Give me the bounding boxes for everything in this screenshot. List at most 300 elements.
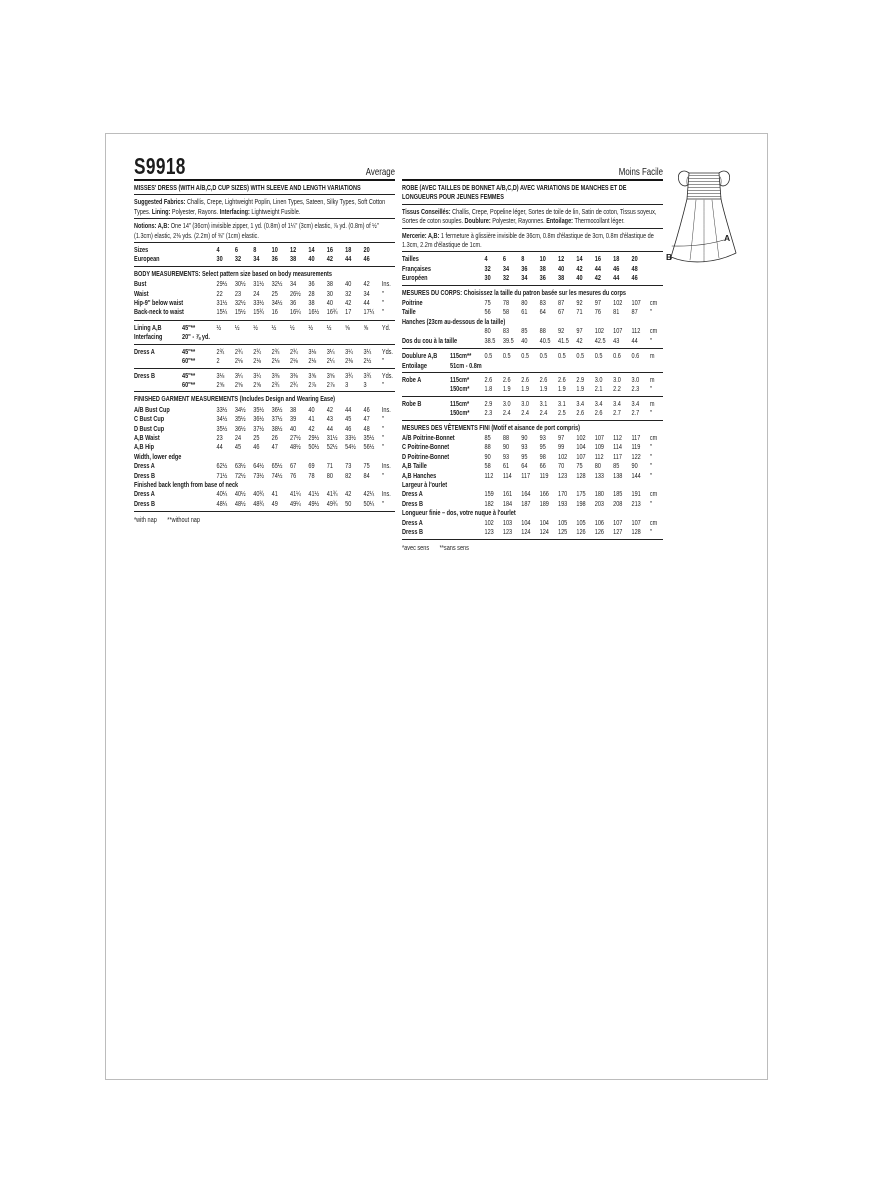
cell: 75 — [363, 461, 370, 471]
fabrics-text: Challis, Crepe, Lightweight Poplin, Linen Types, Sateen, Silky Types, Soft Cotton Types. — [134, 197, 386, 216]
table-row — [134, 380, 395, 389]
cell: Ins. — [381, 461, 391, 471]
cell: 0.6 — [631, 351, 640, 361]
cell: 123 — [558, 470, 568, 480]
cell: 8 — [253, 245, 257, 255]
cell: Dress A — [134, 346, 155, 356]
cell: 2.9 — [576, 374, 585, 384]
cell: ½ — [326, 322, 332, 332]
cell: ″ — [649, 498, 652, 508]
cell: 44 — [345, 254, 352, 264]
notions-text: One 14" (36cm) invisible zipper, 1 yd. (0.8m) of 1¼" (3cm) elastic, ⅞ yd. (0.8m) of ½" (1.3cm) elastic, 2⅜ yds. (2.2m) of ⅜" (1cm) elastic. — [134, 221, 379, 240]
cell: 123 — [502, 527, 513, 536]
notions-label: Notions: A,B: — [134, 221, 170, 231]
cell: 73½ — [253, 470, 265, 480]
cell: 16 — [594, 254, 601, 264]
cell: 40 — [521, 335, 528, 345]
cell: ½ — [271, 322, 277, 332]
english-column — [134, 154, 395, 525]
cell: 31½ — [253, 279, 265, 289]
cell: 32½ — [234, 298, 246, 308]
cell: 34 — [363, 288, 370, 298]
cell: 107 — [631, 298, 641, 308]
cell: 93 — [521, 442, 528, 452]
cell: 117 — [631, 432, 641, 442]
cell: 56½ — [363, 442, 375, 452]
cell: ″ — [649, 384, 652, 394]
body-measurements-table — [134, 279, 395, 317]
english-title: MISSES' DRESS (WITH A/B,C,D CUP SIZES) WITH SLEEVE AND LENGTH VARIATIONS — [134, 183, 361, 192]
figure-label-b: B — [666, 252, 673, 262]
cell: 46 — [631, 273, 638, 283]
cell: 12 — [558, 254, 565, 264]
cell: ″ — [381, 423, 384, 433]
table-row — [134, 442, 395, 451]
divider — [402, 372, 663, 373]
cell: 2.1 — [594, 384, 603, 394]
cell: 3¼ — [253, 370, 261, 380]
body-measurements-header: BODY MEASUREMENTS: Select pattern size based on body measurements — [134, 268, 332, 278]
table-row — [134, 298, 395, 307]
entoilage-label: Entoilage: — [546, 216, 573, 226]
cell: 36 — [290, 298, 297, 308]
cell: 3.0 — [594, 374, 603, 384]
cell: ″ — [649, 335, 652, 345]
cell: 40 — [290, 423, 297, 433]
cell: 16 — [271, 307, 278, 317]
cell: 34½ — [216, 414, 228, 424]
cell: 83 — [502, 326, 510, 336]
cell: ″ — [381, 498, 384, 508]
english-footnote — [134, 515, 395, 524]
cell: Back-neck to waist — [134, 307, 184, 317]
cell: 144 — [631, 470, 641, 480]
cell: 18 — [345, 245, 352, 255]
cell: 60"** — [182, 379, 196, 389]
cell: C Bust Cup — [134, 414, 165, 424]
cell: 75 — [484, 298, 491, 308]
cell: 36½ — [271, 404, 283, 414]
cell: 41½ — [308, 489, 320, 499]
cell: 25 — [271, 288, 278, 298]
cell: 76 — [594, 307, 601, 317]
cell: 38 — [558, 273, 565, 283]
cell: 107 — [613, 326, 623, 336]
cell: 123 — [484, 527, 494, 536]
cell: 2⅛ — [253, 356, 261, 366]
table-row — [402, 499, 663, 508]
cell: 38 — [308, 298, 315, 308]
cell: 34½ — [271, 298, 283, 308]
cell: 83 — [539, 298, 546, 308]
footnote-avec-sens: *avec sens — [402, 543, 430, 553]
divider — [402, 204, 663, 205]
divider — [402, 539, 663, 540]
cell: 17 — [345, 307, 352, 317]
cell: 18 — [613, 254, 620, 264]
cell: ½ — [216, 322, 222, 332]
cell: 66 — [539, 461, 546, 471]
cell: 159 — [484, 489, 494, 499]
cell: 2 — [216, 356, 220, 366]
cell: 12 — [290, 245, 297, 255]
cell: 0.5 — [521, 351, 529, 361]
cell: 107 — [613, 517, 623, 527]
cell: 70 — [558, 461, 565, 471]
cell: 2⅞ — [308, 379, 317, 389]
notions-paragraph — [134, 221, 395, 240]
cell: 14 — [308, 245, 315, 255]
cell: Ins. — [381, 489, 391, 499]
table-row — [402, 351, 663, 360]
cell: 115cm* — [450, 374, 470, 384]
cell: ″ — [381, 298, 384, 308]
cell: 32 — [484, 263, 491, 273]
table-row — [134, 471, 395, 480]
divider — [134, 242, 395, 243]
cell: 80 — [521, 298, 528, 308]
cell: 2.6 — [558, 374, 566, 384]
cell: 48¼ — [216, 498, 228, 508]
cell: 6 — [502, 254, 506, 264]
divider — [134, 368, 395, 369]
mesures-corps-table — [402, 298, 663, 345]
cell: 2¼ — [326, 356, 335, 366]
cell: 103 — [502, 517, 513, 527]
cell: 48½ — [290, 442, 301, 452]
cell: 42 — [576, 335, 583, 345]
cell: 191 — [631, 489, 641, 499]
cell: 30½ — [234, 279, 246, 289]
cell: 170 — [558, 489, 568, 499]
cell: 48¾ — [253, 498, 265, 508]
cell: 42 — [308, 423, 315, 433]
divider — [134, 511, 395, 512]
cell: 3.0 — [502, 398, 511, 408]
cell: 1.9 — [539, 384, 548, 394]
cell: 48 — [631, 263, 638, 273]
cell: 107 — [594, 432, 605, 442]
fabrics-paragraph — [134, 197, 395, 216]
cell: 2.9 — [484, 398, 493, 408]
cell: 61 — [502, 461, 510, 471]
cell: 38 — [326, 279, 333, 289]
divider — [402, 228, 663, 229]
cell: 2⅝ — [234, 379, 243, 389]
cell: 1.9 — [576, 384, 585, 394]
cell: 90 — [631, 461, 638, 471]
cell: Lining A,B — [134, 322, 162, 332]
cell: 41 — [308, 414, 315, 424]
cell: 44 — [326, 423, 333, 433]
cell: 0.5 — [558, 351, 566, 361]
table-row — [402, 408, 663, 417]
cell: 102 — [613, 298, 623, 308]
cell: 112 — [594, 451, 604, 461]
table-row — [402, 433, 663, 442]
cell: European — [134, 254, 160, 264]
cell: 0.5 — [502, 351, 511, 361]
cell: 31½ — [216, 298, 228, 308]
cell: 45"** — [182, 322, 196, 332]
cell: 193 — [558, 498, 568, 508]
cell: cm — [649, 517, 658, 527]
cell: 84 — [363, 470, 370, 480]
cell: 88 — [539, 326, 546, 336]
cell: 3.0 — [521, 398, 529, 408]
cell: 24 — [253, 288, 260, 298]
cell: 71 — [326, 461, 333, 471]
cell: 34½ — [234, 404, 246, 414]
cell: 2.7 — [631, 408, 640, 418]
cell: 29½ — [308, 432, 320, 442]
cell: 40 — [326, 298, 333, 308]
french-footnote — [402, 543, 663, 552]
cell: 16 — [326, 245, 333, 255]
cell: Width, lower edge — [134, 451, 182, 461]
cell: 10 — [271, 245, 278, 255]
cell: Dress A — [134, 489, 155, 499]
fabrics-label: Suggested Fabrics: — [134, 197, 186, 207]
cell: 36 — [539, 273, 546, 283]
cell: 3.4 — [594, 398, 603, 408]
cell: 0.6 — [613, 351, 621, 361]
cell: 45"** — [182, 370, 196, 380]
cell: D Bust Cup — [134, 423, 165, 433]
cell: ½ — [234, 322, 240, 332]
cell: Yds. — [381, 370, 393, 380]
cell: 0.5 — [484, 351, 493, 361]
cell: 74½ — [271, 470, 283, 480]
cell: 2.4 — [521, 408, 529, 418]
cell: Tailles — [402, 254, 419, 264]
cell: cm — [649, 326, 658, 336]
lining-text: Polyester, Rayons. — [170, 206, 220, 216]
cell: 133 — [594, 470, 605, 480]
cell: 41¾ — [326, 489, 338, 499]
table-row — [402, 384, 663, 393]
cell: 64 — [521, 461, 528, 471]
cell: 58 — [484, 461, 491, 471]
divider — [402, 396, 663, 397]
cell: 2⅝ — [216, 379, 225, 389]
cell: 36 — [521, 263, 528, 273]
cell: 15¼ — [216, 307, 228, 317]
tissus-text: Challis, Crepe, Popeline léger, Sortes de toile de lin, Satin de coton, Tissus soyeux, Sortes de coton souples. — [402, 206, 657, 226]
cell: Largeur à l'ourlet — [402, 479, 448, 489]
table-row — [134, 289, 395, 298]
table-row — [402, 298, 663, 307]
cell: 3¼ — [326, 346, 335, 356]
entoilage-text: Thermocollant léger. — [573, 216, 625, 226]
table-row — [402, 399, 663, 408]
cell: 3.4 — [576, 398, 585, 408]
cell: 44 — [363, 298, 370, 308]
cell: 45 — [234, 442, 242, 452]
cell: 34 — [253, 254, 260, 264]
cell: 40¼ — [216, 489, 228, 499]
cell: 95 — [539, 442, 546, 452]
cell: 2⅛ — [290, 356, 298, 366]
cell: 44 — [345, 404, 352, 414]
cell: 47 — [271, 442, 278, 452]
cell: ⅝ — [345, 322, 350, 332]
table-row — [402, 442, 663, 451]
cell: 16¼ — [290, 307, 301, 317]
cell: 119 — [631, 442, 641, 452]
finished-measurements-table — [134, 405, 395, 508]
cell: m — [649, 351, 655, 361]
cell: Robe A — [402, 374, 422, 384]
doublure-table — [402, 351, 663, 370]
table-row — [402, 254, 663, 263]
cell: 24 — [234, 432, 242, 442]
cell: 38 — [539, 263, 546, 273]
table-row — [134, 245, 395, 254]
cell: 45"** — [182, 346, 196, 356]
cell: 78 — [502, 298, 510, 308]
cell: 0.5 — [576, 351, 585, 361]
divider — [402, 348, 663, 349]
cell: Yds. — [381, 346, 393, 356]
english-header — [134, 154, 395, 181]
cell: ½ — [290, 322, 295, 332]
cell: 98 — [539, 451, 546, 461]
cell: 97 — [558, 432, 565, 442]
cell: Ins. — [381, 279, 391, 289]
cell: 42.5 — [594, 335, 606, 345]
cell: Européen — [402, 273, 428, 283]
cell: ″ — [649, 470, 652, 480]
cell: 49½ — [308, 498, 320, 508]
cell: 166 — [539, 489, 549, 499]
cell: 35½ — [234, 414, 246, 424]
cell: ″ — [381, 470, 384, 480]
cell: 1.8 — [484, 384, 493, 394]
cell: 2.2 — [613, 384, 621, 394]
cell: 60"** — [182, 356, 196, 366]
table-row — [402, 273, 663, 282]
cell: 38 — [290, 404, 297, 414]
cell: 3 — [363, 379, 367, 389]
cell: 2⅝ — [253, 379, 261, 389]
cell: 40 — [308, 254, 315, 264]
cell: 67 — [290, 461, 297, 471]
cell: 50½ — [308, 442, 320, 452]
table-row — [402, 264, 663, 273]
cell: 64 — [539, 307, 546, 317]
cell: 41¼ — [290, 489, 301, 499]
cell: 90 — [484, 451, 491, 461]
difficulty-english: Average — [365, 166, 395, 178]
cell: 0.5 — [594, 351, 603, 361]
cell: 126 — [576, 527, 586, 536]
cell: 43 — [326, 414, 333, 424]
figure-label-a: A — [724, 233, 731, 243]
cell: 34 — [502, 263, 510, 273]
cell: 126 — [594, 527, 605, 536]
cell: Bust — [134, 279, 147, 289]
cell: 2¾ — [234, 346, 243, 356]
robe-a-metrage-table — [402, 375, 663, 394]
table-row — [402, 461, 663, 470]
cell: 80 — [484, 326, 491, 336]
cell: 3⅛ — [216, 370, 225, 380]
cell: 1.9 — [558, 384, 566, 394]
cell: 3⅝ — [326, 370, 335, 380]
cell: Ins. — [381, 404, 391, 414]
cell: 203 — [594, 498, 605, 508]
cell: 48 — [363, 423, 370, 433]
cell: 71½ — [216, 470, 228, 480]
cell: C Poitrine-Bonnet — [402, 442, 450, 452]
cell: 90 — [521, 432, 528, 442]
cell: 42 — [363, 279, 370, 289]
cell: m — [649, 374, 655, 384]
cell: 93 — [539, 432, 546, 442]
pattern-envelope-page — [105, 133, 768, 1080]
divider — [402, 251, 663, 252]
cell: 39 — [290, 414, 297, 424]
cell: 56 — [484, 307, 491, 317]
dress-b-yardage-table — [134, 371, 395, 390]
cell: 117 — [613, 451, 622, 461]
cell: 36 — [271, 254, 278, 264]
cell: 32 — [345, 288, 352, 298]
table-row — [402, 317, 663, 326]
cell: 3 — [345, 379, 349, 389]
divider — [402, 285, 663, 286]
cell: 76 — [290, 470, 297, 480]
cell: 99 — [558, 442, 565, 452]
cell: ″ — [649, 307, 652, 317]
cell: 128 — [631, 527, 641, 536]
cell: 2⅜ — [345, 356, 353, 366]
cell: 164 — [521, 489, 531, 499]
cell: 2.4 — [539, 408, 548, 418]
cell: 4 — [216, 245, 220, 255]
cell: 42 — [576, 263, 583, 273]
cell: 44 — [216, 442, 223, 452]
cell: 46 — [363, 404, 370, 414]
cell: 40.5 — [539, 335, 551, 345]
table-row — [134, 356, 395, 365]
cell: 40 — [558, 263, 565, 273]
cell: 88 — [502, 432, 510, 442]
cell: cm — [649, 489, 658, 499]
dress-illustration-svg — [658, 154, 753, 296]
cell: 80 — [326, 470, 333, 480]
interfacing-label: Interfacing: — [219, 206, 250, 216]
cell: 20 — [631, 254, 638, 264]
cell: 112 — [631, 326, 641, 336]
cell: 46 — [345, 423, 352, 433]
cell: 102 — [576, 432, 586, 442]
cell: ″ — [381, 442, 384, 452]
table-row — [402, 471, 663, 480]
cell: 40 — [308, 404, 315, 414]
cell: 32 — [234, 254, 242, 264]
cell: 85 — [484, 432, 491, 442]
cell: 122 — [631, 451, 641, 461]
cell: 35½ — [363, 432, 375, 442]
footnote-sans-sens: **sans sens — [439, 543, 469, 553]
cell: 49 — [271, 498, 278, 508]
cell: 33½ — [345, 432, 356, 442]
cell: Dress B — [402, 498, 423, 508]
cell: 78 — [308, 470, 315, 480]
cell: 38.5 — [484, 335, 496, 345]
